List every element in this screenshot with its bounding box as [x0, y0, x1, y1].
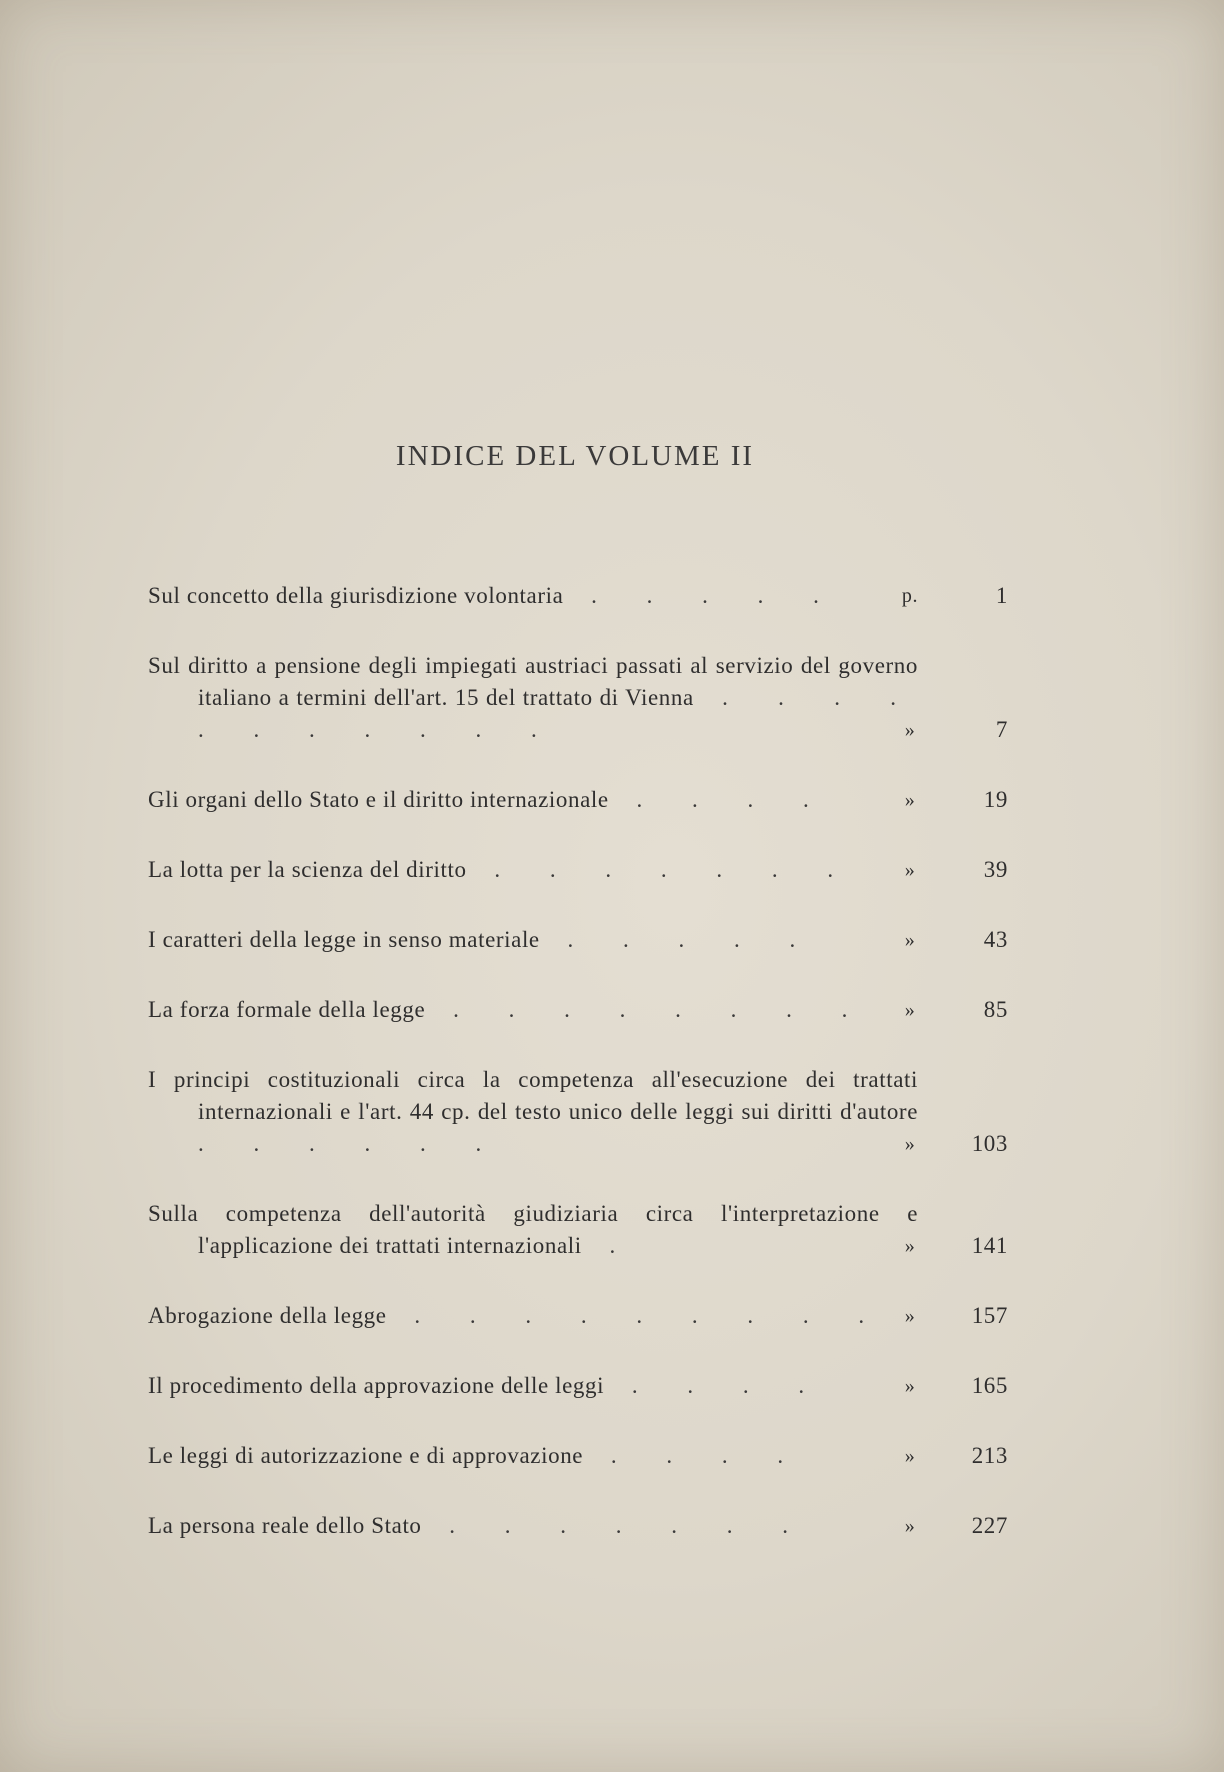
ditto-mark: »: [904, 1305, 916, 1327]
ditto-mark: »: [904, 999, 916, 1021]
toc-entry-title: Il procedimento della approvazione delle leggi: [148, 1373, 605, 1398]
toc-entry: [148, 994, 1008, 1026]
table-of-contents: [148, 580, 1008, 1580]
dot-leader: . . . . .: [539, 927, 818, 952]
dot-leader: . . . . . . .: [421, 1513, 811, 1538]
toc-page-number: 141: [971, 1233, 1008, 1258]
toc-entry: [148, 854, 1008, 886]
toc-entry-title: Gli organi dello Stato e il diritto internazionale: [148, 787, 609, 812]
dot-leader: . . . . . . . . . . .: [198, 685, 918, 742]
toc-entry-title: Le leggi di autorizzazione e di approvazione: [148, 1443, 584, 1468]
toc-entry: [148, 1064, 1008, 1160]
toc-entry-title: Sulla competenza dell'autorità giudiziaria circa l'interpretazione e l'applicazione dei trattati internazionali: [148, 1201, 918, 1258]
toc-entry: [148, 1198, 1008, 1262]
toc-page-number: 165: [971, 1373, 1008, 1398]
dot-leader: . . . . .: [563, 583, 841, 608]
toc-entry-title: I principi costituzionali circa la competenza all'esecuzione dei trattati internazionali e l'art. 44 cp. del testo unico delle leggi sui diritti d'autore: [148, 1067, 918, 1124]
toc-entry: [148, 784, 1008, 816]
toc-entry-title: La persona reale dello Stato: [148, 1513, 422, 1538]
toc-page-number: 43: [983, 927, 1008, 952]
dot-leader: .: [581, 1233, 638, 1258]
ditto-mark: »: [904, 1445, 916, 1467]
toc-entry-title: La lotta per la scienza del diritto: [148, 857, 467, 882]
toc-entry-title: Sul concetto della giurisdizione volontaria: [148, 583, 564, 608]
toc-page-number: 1: [995, 583, 1008, 608]
ditto-mark: »: [904, 1235, 916, 1257]
page-prefix: p.: [901, 585, 919, 607]
toc-page-number: 157: [971, 1303, 1008, 1328]
toc-page-number: 39: [983, 857, 1008, 882]
toc-page-number: 103: [971, 1131, 1008, 1156]
dot-leader: . . . .: [604, 1373, 827, 1398]
toc-entry: [148, 1510, 1008, 1542]
dot-leader: . . . .: [608, 787, 831, 812]
toc-page-number: 7: [995, 717, 1008, 742]
dot-leader: . . . . . .: [198, 1131, 504, 1156]
toc-entry: [148, 580, 1008, 612]
toc-page-number: 85: [983, 997, 1008, 1022]
toc-entry: [148, 1300, 1008, 1332]
toc-entry: [148, 924, 1008, 956]
toc-entry-title: Abrogazione della legge: [148, 1303, 387, 1328]
toc-entry: [148, 650, 1008, 746]
toc-entry: [148, 1370, 1008, 1402]
ditto-mark: »: [904, 1515, 916, 1537]
dot-leader: . . . . . . . .: [425, 997, 870, 1022]
dot-leader: . . . .: [583, 1443, 806, 1468]
toc-entry-title: I caratteri della legge in senso materiale: [148, 927, 540, 952]
page-title: INDICE DEL VOLUME II: [395, 440, 755, 472]
toc-page-number: 213: [971, 1443, 1008, 1468]
toc-page-number: 19: [983, 787, 1008, 812]
ditto-mark: »: [904, 719, 916, 741]
toc-entry-title: Sul diritto a pensione degli impiegati austriaci passati al servizio del governo italiano a termini dell'art. 15 del trattato di Vienna: [148, 653, 918, 710]
ditto-mark: »: [904, 789, 916, 811]
ditto-mark: »: [904, 1375, 916, 1397]
toc-page-number: 227: [971, 1513, 1008, 1538]
dot-leader: . . . . . . .: [466, 857, 856, 882]
toc-entry: [148, 1440, 1008, 1472]
ditto-mark: »: [904, 929, 916, 951]
ditto-mark: »: [904, 1133, 916, 1155]
toc-entry-title: La forza formale della legge: [148, 997, 426, 1022]
dot-leader: . . . . . . . . .: [386, 1303, 887, 1328]
ditto-mark: »: [904, 859, 916, 881]
